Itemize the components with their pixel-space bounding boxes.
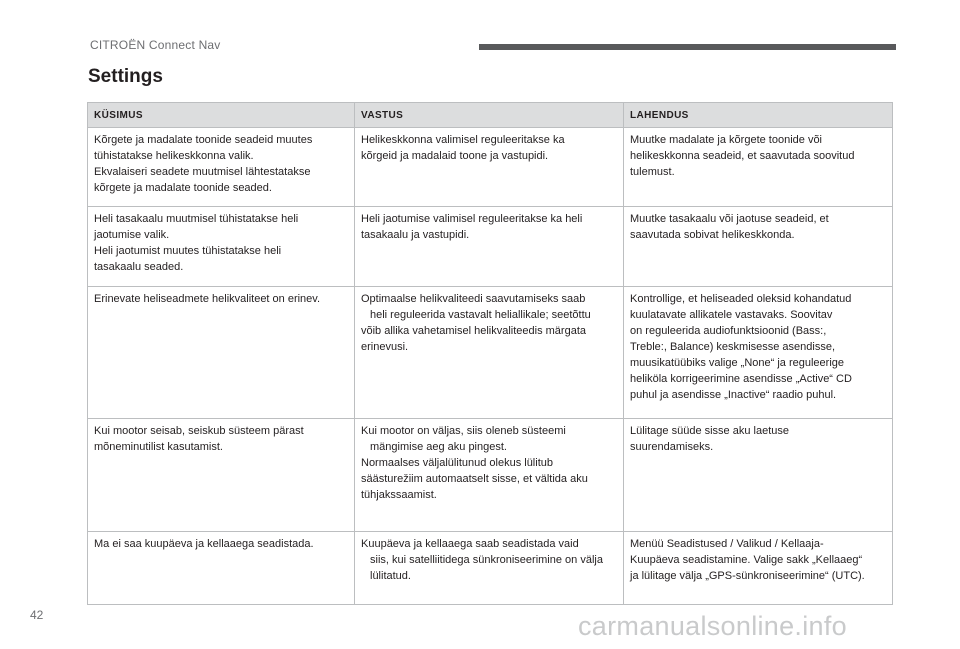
page-title: Settings xyxy=(88,66,163,87)
answer-line: Normaalses väljalülitunud olekus lülitub xyxy=(361,457,553,469)
question-line: Ekvalaiseri seadete muutmisel lähtestatakse xyxy=(94,166,311,178)
solution-line: Lülitage süüde sisse aku laetuse xyxy=(630,425,789,437)
question-line: Kui mootor seisab, seiskub süsteem pärast xyxy=(94,425,304,437)
solution-line: ja lülitage välja „GPS-sünkroniseerimine“ (UTC). xyxy=(630,570,865,582)
solution-cell xyxy=(624,419,893,532)
brand-header: CITROËN Connect Nav xyxy=(90,38,221,52)
table-row xyxy=(88,207,893,287)
answer-line: heli reguleerida vastavalt heliallikale; seetõttu xyxy=(370,309,591,321)
solution-line: tulemust. xyxy=(630,166,675,178)
answer-line: kõrgeid ja madalaid toone ja vastupidi. xyxy=(361,150,549,162)
solution-cell xyxy=(624,287,893,419)
solution-line: Kontrollige, et heliseaded oleksid kohandatud xyxy=(630,293,852,305)
question-line: Heli tasakaalu muutmisel tühistatakse heli xyxy=(94,213,299,225)
answer-line: Kui mootor on väljas, siis oleneb süsteemi xyxy=(361,425,566,437)
question-line: Heli jaotumist muutes tühistatakse heli xyxy=(94,245,282,257)
solution-line: Kuupäeva seadistamine. Valige sakk „Kellaaeg“ xyxy=(630,554,863,566)
solution-line: helikeskkonna seadeid, et saavutada soovitud xyxy=(630,150,855,162)
answer-cell xyxy=(355,207,624,287)
table-row xyxy=(88,128,893,207)
answer-line: tühjakssaamist. xyxy=(361,489,437,501)
solution-line: Muutke tasakaalu või jaotuse seadeid, et xyxy=(630,213,829,225)
question-line: Kõrgete ja madalate toonide seadeid muutes xyxy=(94,134,313,146)
troubleshooting-table xyxy=(87,102,893,605)
column-header-answer: VASTUS xyxy=(355,103,624,128)
solution-cell xyxy=(624,207,893,287)
answer-line: võib allika vahetamisel helikvaliteedis märgata xyxy=(361,325,587,337)
table-body xyxy=(88,128,893,605)
header-rule xyxy=(479,44,896,50)
answer-line: siis, kui satelliitidega sünkroniseerimine on välja xyxy=(370,554,603,566)
solution-cell xyxy=(624,532,893,605)
answer-line: tasakaalu ja vastupidi. xyxy=(361,229,470,241)
answer-line: Heli jaotumise valimisel reguleeritakse ka heli xyxy=(361,213,583,225)
solution-line: on reguleerida audiofunktsioonid (Bass:, xyxy=(630,325,827,337)
answer-line: erinevusi. xyxy=(361,341,409,353)
question-line: Erinevate heliseadmete helikvaliteet on erinev. xyxy=(94,293,321,305)
answer-line: Optimaalse helikvaliteedi saavutamiseks saab xyxy=(361,293,586,305)
solution-line: Treble:, Balance) keskmisesse asendisse, xyxy=(630,341,836,353)
answer-line: Kuupäeva ja kellaaega saab seadistada vaid xyxy=(361,538,579,550)
question-cell xyxy=(88,532,355,605)
table-row xyxy=(88,532,893,605)
question-line: jaotumise valik. xyxy=(94,229,170,241)
question-line: kõrgete ja madalate toonide seaded. xyxy=(94,182,272,194)
table-row xyxy=(88,287,893,419)
solution-line: muusikatüübiks valige „None“ ja reguleerige xyxy=(630,357,845,369)
solution-line: puhul ja asendisse „Inactive“ raadio puhul. xyxy=(630,389,837,401)
solution-line: kuulatavate allikatele vastavaks. Soovitav xyxy=(630,309,833,321)
column-header-solution: LAHENDUS xyxy=(624,103,893,128)
answer-cell xyxy=(355,128,624,207)
watermark: carmanualsonline.info xyxy=(578,611,847,641)
question-line: mõneminutilist kasutamist. xyxy=(94,441,223,453)
answer-line: Helikeskkonna valimisel reguleeritakse ka xyxy=(361,134,565,146)
answer-cell xyxy=(355,287,624,419)
answer-line: säästurežiim automaatselt sisse, et vältida aku xyxy=(361,473,588,485)
question-cell xyxy=(88,207,355,287)
table-header-row xyxy=(88,103,893,128)
question-line: tühistatakse helikeskkonna valik. xyxy=(94,150,254,162)
table-row xyxy=(88,419,893,532)
answer-line: lülitatud. xyxy=(370,570,411,582)
question-cell xyxy=(88,419,355,532)
solution-line: heliköla korrigeerimine asendisse „Active“ CD xyxy=(630,373,852,385)
solution-line: suurendamiseks. xyxy=(630,441,714,453)
solution-line: Muutke madalate ja kõrgete toonide või xyxy=(630,134,823,146)
question-cell xyxy=(88,128,355,207)
question-cell xyxy=(88,287,355,419)
column-header-question: KÜSIMUS xyxy=(88,103,355,128)
solution-line: Menüü Seadistused / Valikud / Kellaaja- xyxy=(630,538,824,550)
question-line: tasakaalu seaded. xyxy=(94,261,184,273)
answer-cell xyxy=(355,419,624,532)
question-line: Ma ei saa kuupäeva ja kellaaega seadistada. xyxy=(94,538,314,550)
answer-line: mängimise aeg aku pingest. xyxy=(370,441,507,453)
solution-cell xyxy=(624,128,893,207)
solution-line: saavutada sobivat helikeskkonda. xyxy=(630,229,795,241)
page-number: 42 xyxy=(30,608,44,622)
answer-cell xyxy=(355,532,624,605)
